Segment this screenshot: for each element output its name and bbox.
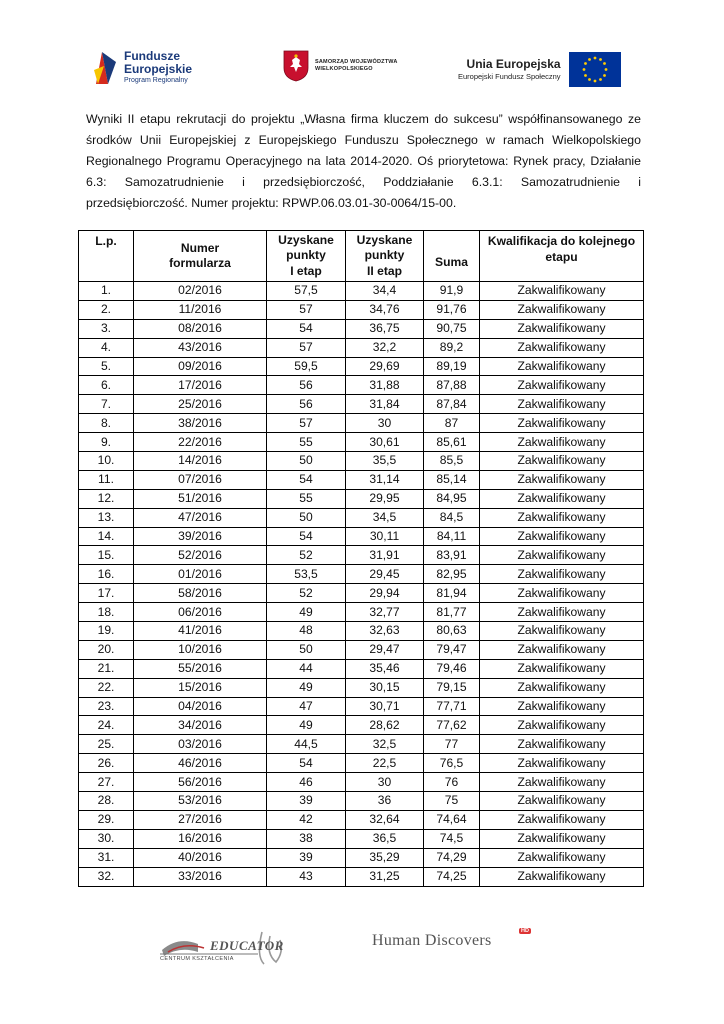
cell-sum: 87,84 <box>424 395 480 414</box>
header-sum <box>424 231 480 282</box>
cell-qualification: Zakwalifikowany <box>480 867 644 886</box>
cell-points-stage2: 32,5 <box>346 735 424 754</box>
cell-lp: 27. <box>79 773 134 792</box>
header-sum-text: Suma <box>435 255 468 270</box>
header-p1-line2: punkty <box>286 248 326 263</box>
cell-points-stage2: 28,62 <box>346 716 424 735</box>
cell-points-stage2: 32,64 <box>346 810 424 829</box>
cell-points-stage1: 53,5 <box>267 565 346 584</box>
cell-qualification: Zakwalifikowany <box>480 810 644 829</box>
cell-sum: 85,5 <box>424 452 480 471</box>
cell-lp: 19. <box>79 622 134 641</box>
cell-form-number: 17/2016 <box>134 376 267 395</box>
cell-sum: 80,63 <box>424 622 480 641</box>
cell-sum: 85,61 <box>424 433 480 452</box>
table-row <box>79 754 644 773</box>
cell-form-number: 15/2016 <box>134 678 267 697</box>
cell-qualification: Zakwalifikowany <box>480 546 644 565</box>
cell-form-number: 09/2016 <box>134 357 267 376</box>
table-row <box>79 319 644 338</box>
human-discovers-logo <box>372 928 529 950</box>
cell-sum: 74,5 <box>424 829 480 848</box>
cell-points-stage1: 52 <box>267 584 346 603</box>
cell-points-stage2: 32,2 <box>346 338 424 357</box>
cell-points-stage1: 50 <box>267 508 346 527</box>
cell-qualification: Zakwalifikowany <box>480 678 644 697</box>
hd-badge: HD <box>521 928 529 934</box>
header-points-stage2 <box>346 231 424 282</box>
cell-lp: 22. <box>79 678 134 697</box>
cell-form-number: 11/2016 <box>134 300 267 319</box>
cell-sum: 84,11 <box>424 527 480 546</box>
cell-points-stage2: 22,5 <box>346 754 424 773</box>
cell-lp: 32. <box>79 867 134 886</box>
cell-lp: 26. <box>79 754 134 773</box>
header-p1-line1: Uzyskane <box>278 232 334 247</box>
cell-lp: 29. <box>79 810 134 829</box>
cell-sum: 84,5 <box>424 508 480 527</box>
cell-points-stage2: 36,75 <box>346 319 424 338</box>
cell-points-stage2: 29,95 <box>346 489 424 508</box>
cell-lp: 8. <box>79 414 134 433</box>
cell-sum: 83,91 <box>424 546 480 565</box>
footer-logos <box>158 926 528 972</box>
cell-points-stage1: 52 <box>267 546 346 565</box>
cell-form-number: 22/2016 <box>134 433 267 452</box>
cell-form-number: 04/2016 <box>134 697 267 716</box>
cell-sum: 77 <box>424 735 480 754</box>
cell-points-stage2: 29,47 <box>346 640 424 659</box>
cell-points-stage1: 57,5 <box>267 282 346 301</box>
cell-qualification: Zakwalifikowany <box>480 414 644 433</box>
cell-points-stage1: 57 <box>267 338 346 357</box>
cell-lp: 7. <box>79 395 134 414</box>
cell-sum: 79,15 <box>424 678 480 697</box>
cell-form-number: 55/2016 <box>134 659 267 678</box>
cell-points-stage2: 30,11 <box>346 527 424 546</box>
header-qualification <box>480 231 644 282</box>
table-row <box>79 659 644 678</box>
educator-sub: CENTRUM KSZTAŁCENIA <box>160 956 234 962</box>
cell-sum: 75 <box>424 792 480 811</box>
table-row <box>79 697 644 716</box>
fe-logo-line1: Fundusze <box>124 49 180 63</box>
intro-paragraph: Wyniki II etapu rekrutacji do projektu „Własna firma kluczem do sukcesu” współfinansowanego ze środków Unii Europejskiej z Europejskiego Funduszu Społecznego w ramach Wielkopolskiego Regionalnego Programu Operacyjnego na lata 2014-2020. Oś priorytetowa: Rynek pracy, Działanie 6.3: Samozatrudnienie i przedsiębiorczość, Poddziałanie 6.3.1: Samozatrudnienie i przedsiębiorczość. Numer projektu: RPWP.06.03.01-30-0064/15-00. <box>86 112 641 210</box>
table-row <box>79 546 644 565</box>
cell-lp: 5. <box>79 357 134 376</box>
cell-form-number: 03/2016 <box>134 735 267 754</box>
cell-points-stage1: 42 <box>267 810 346 829</box>
ue-logo-line1: Unia Europejska <box>466 56 561 71</box>
cell-points-stage1: 49 <box>267 603 346 622</box>
cell-points-stage1: 49 <box>267 716 346 735</box>
cell-form-number: 46/2016 <box>134 754 267 773</box>
table-row <box>79 622 644 641</box>
cell-qualification: Zakwalifikowany <box>480 659 644 678</box>
cell-sum: 91,9 <box>424 282 480 301</box>
header-p2-line3: II etap <box>367 263 402 278</box>
cell-form-number: 38/2016 <box>134 414 267 433</box>
results-table <box>78 230 644 887</box>
table-row <box>79 640 644 659</box>
table-row <box>79 829 644 848</box>
table-row <box>79 792 644 811</box>
cell-qualification: Zakwalifikowany <box>480 282 644 301</box>
cell-points-stage2: 31,14 <box>346 470 424 489</box>
cell-points-stage2: 30,15 <box>346 678 424 697</box>
cell-sum: 87 <box>424 414 480 433</box>
table-row <box>79 357 644 376</box>
cell-lp: 25. <box>79 735 134 754</box>
cell-form-number: 08/2016 <box>134 319 267 338</box>
cell-lp: 2. <box>79 300 134 319</box>
cell-lp: 16. <box>79 565 134 584</box>
cell-points-stage2: 34,5 <box>346 508 424 527</box>
cell-qualification: Zakwalifikowany <box>480 470 644 489</box>
cell-lp: 20. <box>79 640 134 659</box>
cell-points-stage1: 39 <box>267 848 346 867</box>
table-row <box>79 395 644 414</box>
cell-points-stage2: 30 <box>346 773 424 792</box>
hd-word: Human Discovers <box>372 932 492 949</box>
cell-form-number: 02/2016 <box>134 282 267 301</box>
cell-form-number: 33/2016 <box>134 867 267 886</box>
header-lp-text: L.p. <box>95 234 117 248</box>
cell-form-number: 39/2016 <box>134 527 267 546</box>
cell-form-number: 58/2016 <box>134 584 267 603</box>
cell-form-number: 01/2016 <box>134 565 267 584</box>
cell-qualification: Zakwalifikowany <box>480 848 644 867</box>
cell-points-stage1: 38 <box>267 829 346 848</box>
cell-lp: 14. <box>79 527 134 546</box>
cell-qualification: Zakwalifikowany <box>480 640 644 659</box>
results-body <box>79 282 644 887</box>
cell-qualification: Zakwalifikowany <box>480 395 644 414</box>
header-form-line2: formularza <box>169 256 231 270</box>
cell-points-stage1: 50 <box>267 640 346 659</box>
header-form-line1: Numer <box>180 240 220 255</box>
cell-points-stage1: 44,5 <box>267 735 346 754</box>
table-row <box>79 433 644 452</box>
cell-qualification: Zakwalifikowany <box>480 697 644 716</box>
cell-points-stage1: 55 <box>267 433 346 452</box>
header-form-number <box>134 231 267 282</box>
cell-qualification: Zakwalifikowany <box>480 357 644 376</box>
cell-points-stage1: 54 <box>267 319 346 338</box>
table-row <box>79 414 644 433</box>
table-row <box>79 678 644 697</box>
cell-points-stage1: 46 <box>267 773 346 792</box>
cell-points-stage1: 47 <box>267 697 346 716</box>
unia-europejska-logo <box>458 52 621 87</box>
header-logos <box>94 46 634 94</box>
cell-sum: 79,47 <box>424 640 480 659</box>
cell-lp: 12. <box>79 489 134 508</box>
cell-form-number: 47/2016 <box>134 508 267 527</box>
cell-qualification: Zakwalifikowany <box>480 603 644 622</box>
cell-form-number: 14/2016 <box>134 452 267 471</box>
cell-points-stage2: 34,76 <box>346 300 424 319</box>
cell-form-number: 07/2016 <box>134 470 267 489</box>
cell-lp: 28. <box>79 792 134 811</box>
header-p2-line1: Uzyskane <box>356 232 413 247</box>
cell-qualification: Zakwalifikowany <box>480 452 644 471</box>
cell-lp: 4. <box>79 338 134 357</box>
cell-qualification: Zakwalifikowany <box>480 433 644 452</box>
table-row <box>79 565 644 584</box>
table-row <box>79 300 644 319</box>
cell-points-stage1: 57 <box>267 414 346 433</box>
cell-lp: 24. <box>79 716 134 735</box>
cell-lp: 30. <box>79 829 134 848</box>
cell-points-stage1: 56 <box>267 395 346 414</box>
cell-form-number: 51/2016 <box>134 489 267 508</box>
cell-points-stage2: 35,5 <box>346 452 424 471</box>
cell-form-number: 41/2016 <box>134 622 267 641</box>
cell-sum: 82,95 <box>424 565 480 584</box>
table-row <box>79 716 644 735</box>
cell-qualification: Zakwalifikowany <box>480 489 644 508</box>
cell-lp: 17. <box>79 584 134 603</box>
cell-lp: 15. <box>79 546 134 565</box>
cell-sum: 90,75 <box>424 319 480 338</box>
cell-points-stage2: 29,69 <box>346 357 424 376</box>
cell-points-stage1: 50 <box>267 452 346 471</box>
table-row <box>79 867 644 886</box>
samorzad-logo <box>283 50 398 82</box>
ue-logo-line2: Europejski Fundusz Społeczny <box>458 71 561 81</box>
cell-form-number: 53/2016 <box>134 792 267 811</box>
cell-points-stage1: 54 <box>267 754 346 773</box>
cell-points-stage2: 31,91 <box>346 546 424 565</box>
cell-qualification: Zakwalifikowany <box>480 773 644 792</box>
cell-qualification: Zakwalifikowany <box>480 735 644 754</box>
cell-form-number: 06/2016 <box>134 603 267 622</box>
fe-logo-line3: Program Regionalny <box>124 77 188 84</box>
cell-points-stage1: 54 <box>267 527 346 546</box>
header-qual-line2: etapu <box>545 249 578 264</box>
cell-form-number: 25/2016 <box>134 395 267 414</box>
cell-qualification: Zakwalifikowany <box>480 565 644 584</box>
cell-qualification: Zakwalifikowany <box>480 792 644 811</box>
cell-lp: 23. <box>79 697 134 716</box>
table-row <box>79 810 644 829</box>
cell-lp: 3. <box>79 319 134 338</box>
cell-points-stage1: 56 <box>267 376 346 395</box>
eu-flag-icon <box>569 52 621 87</box>
header-lp <box>79 231 134 282</box>
cell-form-number: 16/2016 <box>134 829 267 848</box>
cell-points-stage1: 39 <box>267 792 346 811</box>
cell-sum: 87,88 <box>424 376 480 395</box>
cell-sum: 85,14 <box>424 470 480 489</box>
sw-logo-line1: SAMORZĄD WOJEWÓDZTWA <box>315 58 398 65</box>
cell-qualification: Zakwalifikowany <box>480 508 644 527</box>
cell-points-stage2: 32,63 <box>346 622 424 641</box>
table-row <box>79 470 644 489</box>
fe-star-icon <box>94 48 118 86</box>
cell-qualification: Zakwalifikowany <box>480 622 644 641</box>
cell-qualification: Zakwalifikowany <box>480 584 644 603</box>
cell-sum: 89,19 <box>424 357 480 376</box>
cell-sum: 74,25 <box>424 867 480 886</box>
table-row <box>79 489 644 508</box>
table-row <box>79 282 644 301</box>
cell-sum: 77,62 <box>424 716 480 735</box>
cell-sum: 76 <box>424 773 480 792</box>
cell-points-stage2: 32,77 <box>346 603 424 622</box>
cell-sum: 76,5 <box>424 754 480 773</box>
cell-lp: 9. <box>79 433 134 452</box>
cell-points-stage1: 59,5 <box>267 357 346 376</box>
cell-form-number: 34/2016 <box>134 716 267 735</box>
cell-points-stage1: 43 <box>267 867 346 886</box>
cell-sum: 81,77 <box>424 603 480 622</box>
cell-sum: 77,71 <box>424 697 480 716</box>
sw-logo-line2: WIELKOPOLSKIEGO <box>315 66 373 72</box>
table-row <box>79 527 644 546</box>
cell-lp: 6. <box>79 376 134 395</box>
cell-qualification: Zakwalifikowany <box>480 300 644 319</box>
cell-sum: 89,2 <box>424 338 480 357</box>
educator-word: EDUCATOR <box>210 938 284 953</box>
cell-sum: 91,76 <box>424 300 480 319</box>
cell-points-stage2: 36,5 <box>346 829 424 848</box>
table-header-row <box>79 231 644 282</box>
cell-lp: 1. <box>79 282 134 301</box>
cell-qualification: Zakwalifikowany <box>480 829 644 848</box>
cell-points-stage2: 35,29 <box>346 848 424 867</box>
cell-qualification: Zakwalifikowany <box>480 376 644 395</box>
cell-points-stage1: 57 <box>267 300 346 319</box>
cell-points-stage2: 29,45 <box>346 565 424 584</box>
header-qual-line1: Kwalifikacja do kolejnego <box>487 234 636 248</box>
fundusze-europejskie-logo <box>94 48 192 86</box>
cell-points-stage1: 55 <box>267 489 346 508</box>
cell-qualification: Zakwalifikowany <box>480 338 644 357</box>
cell-points-stage2: 31,88 <box>346 376 424 395</box>
header-p2-line2: punkty <box>364 248 405 263</box>
cell-points-stage2: 31,84 <box>346 395 424 414</box>
cell-lp: 18. <box>79 603 134 622</box>
cell-points-stage2: 30,61 <box>346 433 424 452</box>
cell-form-number: 40/2016 <box>134 848 267 867</box>
table-row <box>79 735 644 754</box>
table-row <box>79 603 644 622</box>
cell-points-stage1: 48 <box>267 622 346 641</box>
cell-points-stage2: 35,46 <box>346 659 424 678</box>
cell-points-stage2: 30 <box>346 414 424 433</box>
cell-points-stage2: 31,25 <box>346 867 424 886</box>
cell-points-stage2: 34,4 <box>346 282 424 301</box>
cell-points-stage2: 30,71 <box>346 697 424 716</box>
cell-qualification: Zakwalifikowany <box>480 527 644 546</box>
cell-form-number: 10/2016 <box>134 640 267 659</box>
cell-lp: 21. <box>79 659 134 678</box>
cell-qualification: Zakwalifikowany <box>480 716 644 735</box>
header-p1-line3: I etap <box>290 263 322 278</box>
cell-lp: 31. <box>79 848 134 867</box>
header-points-stage1 <box>267 231 346 282</box>
cell-points-stage2: 36 <box>346 792 424 811</box>
cell-lp: 13. <box>79 508 134 527</box>
cell-points-stage1: 44 <box>267 659 346 678</box>
cell-lp: 10. <box>79 452 134 471</box>
table-row <box>79 508 644 527</box>
table-row <box>79 376 644 395</box>
table-row <box>79 338 644 357</box>
cell-qualification: Zakwalifikowany <box>480 754 644 773</box>
cell-sum: 81,94 <box>424 584 480 603</box>
educator-logo <box>158 926 298 970</box>
table-row <box>79 773 644 792</box>
cell-sum: 79,46 <box>424 659 480 678</box>
cell-form-number: 52/2016 <box>134 546 267 565</box>
cell-sum: 74,29 <box>424 848 480 867</box>
coat-of-arms-icon <box>283 50 309 82</box>
table-row <box>79 848 644 867</box>
cell-sum: 84,95 <box>424 489 480 508</box>
table-row <box>79 452 644 471</box>
fe-logo-line2: Europejskie <box>124 62 193 76</box>
cell-form-number: 43/2016 <box>134 338 267 357</box>
cell-points-stage1: 54 <box>267 470 346 489</box>
cell-form-number: 27/2016 <box>134 810 267 829</box>
cell-points-stage1: 49 <box>267 678 346 697</box>
cell-lp: 11. <box>79 470 134 489</box>
cell-sum: 74,64 <box>424 810 480 829</box>
table-row <box>79 584 644 603</box>
cell-points-stage2: 29,94 <box>346 584 424 603</box>
cell-qualification: Zakwalifikowany <box>480 319 644 338</box>
cell-form-number: 56/2016 <box>134 773 267 792</box>
